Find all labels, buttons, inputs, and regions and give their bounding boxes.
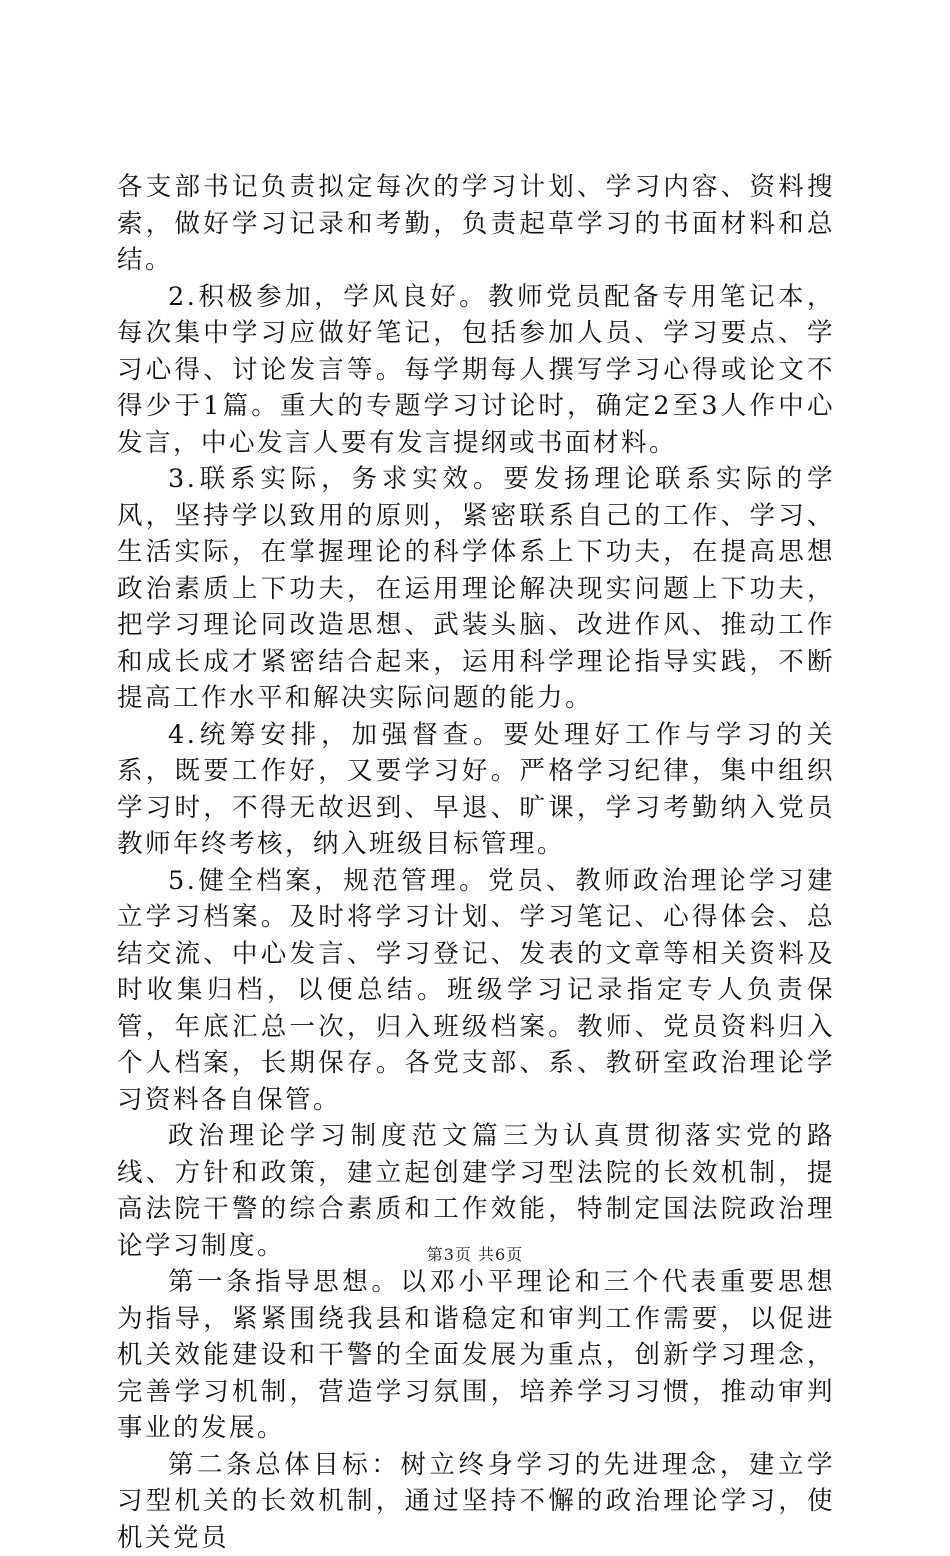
- paragraph-article-one: 第一条指导思想。以邓小平理论和三个代表重要思想为指导，紧紧围绕我县和谐稳定和审判工作需要，以促进机关效能建设和干警的全面发展为重点，创新学习理念，完善学习机制，营造学习氛围，培养学习习惯，推动审判事业的发展。: [117, 1264, 835, 1447]
- page-number-footer: 第3页 共6页: [0, 1242, 950, 1265]
- paragraph-sample-three-intro: 政治理论学习制度范文篇三为认真贯彻落实党的路线、方针和政策，建立起创建学习型法院的长效机制，提高法院干警的综合素质和工作效能，特制定国法院政治理论学习制度。: [117, 1118, 835, 1264]
- paragraph-item-5: 5.健全档案，规范管理。党员、教师政治理论学习建立学习档案。及时将学习计划、学习笔记、心得体会、总结交流、中心发言、学习登记、发表的文章等相关资料及时收集归档，以便总结。班级学习记录指定专人负责保管，年底汇总一次，归入班级档案。教师、党员资料归入个人档案，长期保存。各党支部、系、教研室政治理论学习资料各自保管。: [117, 863, 835, 1119]
- paragraph-continuation: 各支部书记负责拟定每次的学习计划、学习内容、资料搜索，做好学习记录和考勤，负责起草学习的书面材料和总结。: [117, 169, 835, 279]
- paragraph-item-3: 3.联系实际，务求实效。要发扬理论联系实际的学风，坚持学以致用的原则，紧密联系自己的工作、学习、生活实际，在掌握理论的科学体系上下功夫，在提高思想政治素质上下功夫，在运用理论解决现实问题上下功夫，把学习理论同改造思想、武装头脑、改进作风、推动工作和成长成才紧密结合起来，运用科学理论指导实践，不断提高工作水平和解决实际问题的能力。: [117, 461, 835, 717]
- paragraph-article-two: 第二条总体目标：树立终身学习的先进理念，建立学习型机关的长效机制，通过坚持不懈的政治理论学习，使机关党员: [117, 1447, 835, 1556]
- document-body: [117, 169, 835, 1556]
- paragraph-item-2: 2.积极参加，学风良好。教师党员配备专用笔记本，每次集中学习应做好笔记，包括参加人员、学习要点、学习心得、讨论发言等。每学期每人撰写学习心得或论文不得少于1篇。重大的专题学习讨论时，确定2至3人作中心发言，中心发言人要有发言提纲或书面材料。: [117, 279, 835, 462]
- paragraph-item-4: 4.统筹安排，加强督查。要处理好工作与学习的关系，既要工作好，又要学习好。严格学习纪律，集中组织学习时，不得无故迟到、早退、旷课，学习考勤纳入党员教师年终考核，纳入班级目标管理。: [117, 717, 835, 863]
